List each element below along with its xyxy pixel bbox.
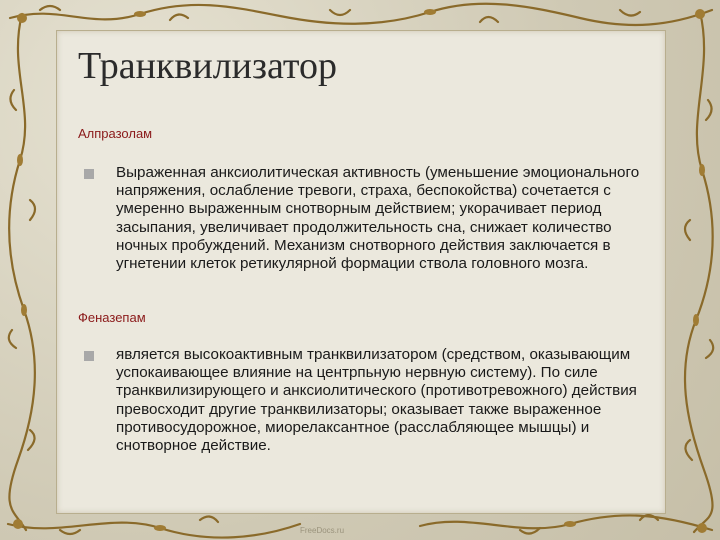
section-heading-phenazepam: Феназепам [78, 310, 146, 325]
bullet-item-alprazolam [84, 164, 664, 273]
bullet-text-phenazepam: является высокоактивным транквилизатором (средством, оказывающим успокаивающее влияние на центрпьную нервную систему). По силе транквилизирующего и анксиолитического (противотревожного) действия превосходит другие транквилизаторы; оказывает также выраженное противосудорожное, миорелаксантное (расслабляющее мышцы) и снотворное действие. [116, 346, 637, 455]
bullet-text-alprazolam: Выраженная анксиолитическая активность (уменьшение эмоционального напряжения, ослабление тревоги, страха, беспокойства) сочетается с умеренно выраженным снотворным действием; укорачивает период засыпания, увеличивает продолжительность сна, снижает количество ночных пробуждений. Механизм снотворного действия заключается в угнетении клеток ретикулярной формации ствола головного мозга. [116, 164, 640, 273]
bullet-item-phenazepam [84, 346, 664, 455]
section-heading-alprazolam: Алпразолам [78, 126, 153, 141]
square-bullet-icon [84, 351, 94, 361]
footer-watermark: FreeDocs.ru [300, 526, 345, 535]
square-bullet-icon [84, 169, 94, 179]
slide-title: Транквилизатор [78, 45, 338, 87]
